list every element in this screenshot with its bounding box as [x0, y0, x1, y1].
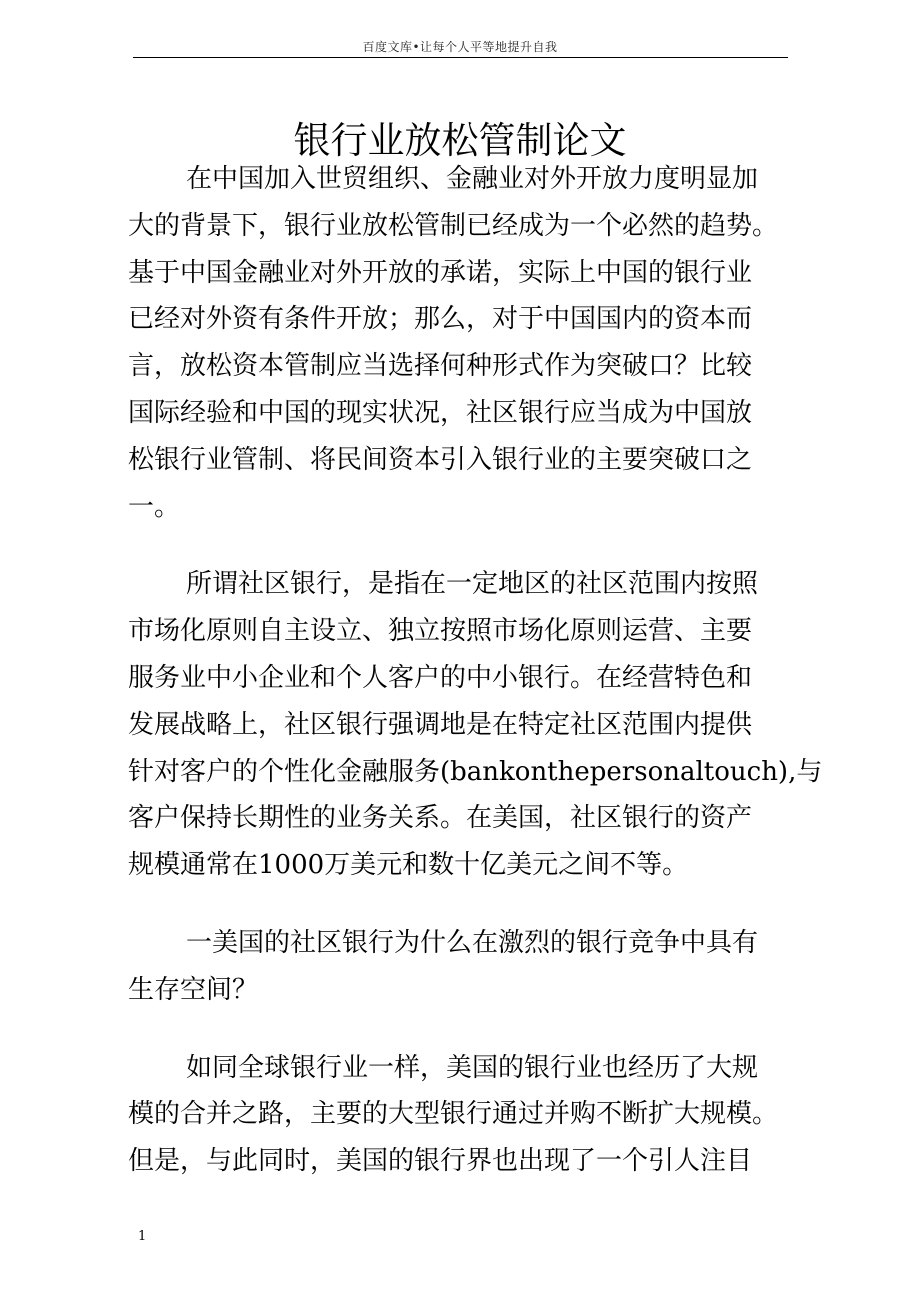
- paragraph: [128, 561, 828, 889]
- text-line: 在中国加入世贸组织、金融业对外开放力度明显加: [186, 164, 759, 194]
- text-line: 生存空间？: [128, 974, 259, 1005]
- text-line: 一。: [128, 491, 181, 522]
- document-title: 银行业放松管制论文: [293, 118, 627, 162]
- text-line: 一美国的社区银行为什么在激烈的银行竞争中具有: [186, 927, 759, 958]
- paragraph: [128, 920, 828, 1014]
- text-line: 国际经验和中国的现实状况，社区银行应当成为中国放: [128, 397, 753, 428]
- text-line: 服务业中小企业和个人客户的中小银行。在经营特色和: [128, 662, 753, 693]
- text-line: 规模通常在1000万美元和数十亿美元之间不等。: [128, 850, 689, 881]
- text-line: 客户保持长期性的业务关系。在美国，社区银行的资产: [128, 803, 753, 834]
- text-line: 松银行业管制、将民间资本引入银行业的主要突破口之: [128, 444, 753, 475]
- header-divider: [133, 57, 788, 58]
- text-line: 言，放松资本管制应当选择何种形式作为突破口？比较: [128, 351, 753, 382]
- text-line: 基于中国金融业对外开放的承诺，实际上中国的银行业: [128, 257, 753, 288]
- text-line: 针对客户的个性化金融服务(bankonthepersonaltouch),与: [128, 756, 823, 787]
- paragraph: [128, 156, 828, 530]
- text-line: 模的合并之路，主要的大型银行通过并购不断扩大规模。: [128, 1099, 779, 1130]
- text-line: 所谓社区银行，是指在一定地区的社区范围内按照: [186, 569, 759, 600]
- document-body: [128, 156, 828, 1216]
- text-line: 如同全球银行业一样，美国的银行业也经历了大规: [186, 1052, 759, 1083]
- paragraph: [128, 1045, 828, 1185]
- text-line: 市场化原则自主设立、独立按照市场化原则运营、主要: [128, 616, 753, 647]
- text-line: 发展战略上，社区银行强调地是在特定社区范围内提供: [128, 709, 753, 740]
- page-number: 1: [138, 1229, 147, 1244]
- text-line: 已经对外资有条件开放；那么，对于中国国内的资本而: [128, 304, 753, 335]
- page-header: 百度文库•让每个人平等地提升自我: [362, 40, 558, 54]
- text-line: 但是，与此同时，美国的银行界也出现了一个引人注目: [128, 1146, 753, 1177]
- text-line: 大的背景下，银行业放松管制已经成为一个必然的趋势。: [128, 210, 779, 241]
